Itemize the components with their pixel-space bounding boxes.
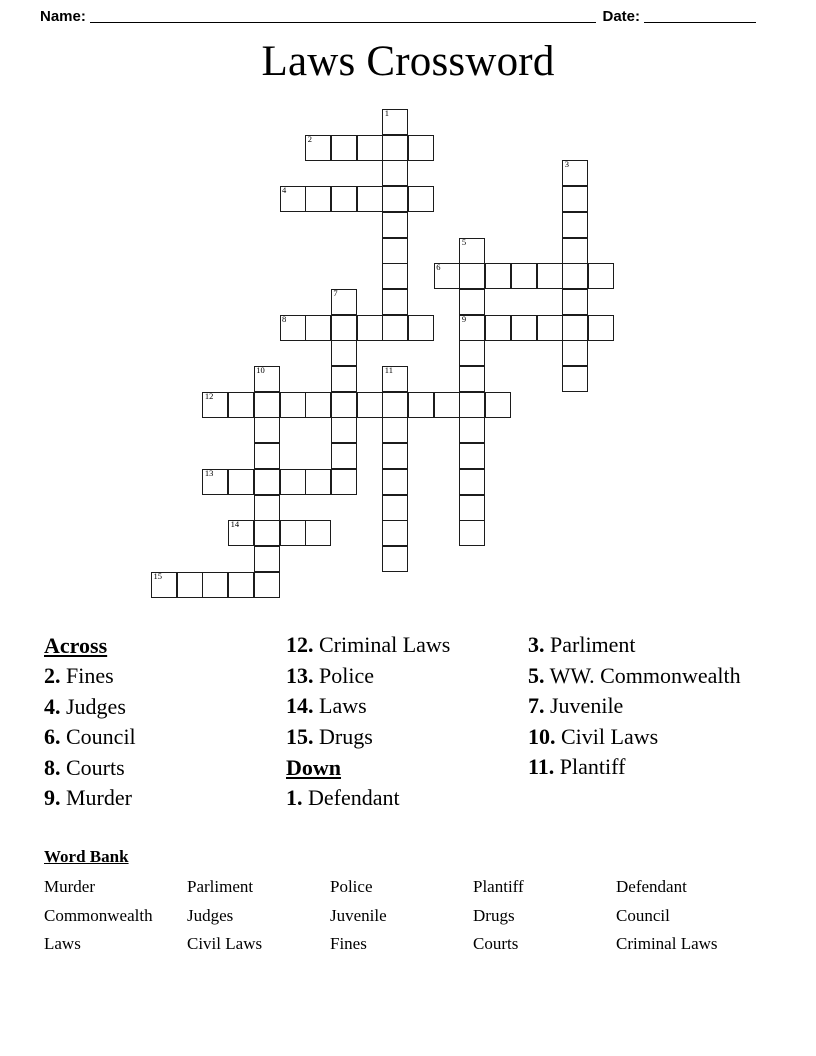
grid-cell[interactable]	[408, 135, 434, 161]
grid-cell[interactable]	[459, 469, 485, 495]
clue-text: Council	[60, 724, 136, 749]
grid-cell[interactable]	[254, 392, 280, 418]
clue-text: Courts	[60, 754, 125, 780]
grid-cell[interactable]	[562, 315, 588, 341]
word-bank-word: Civil Laws	[187, 934, 263, 953]
clue-number: 11.	[528, 754, 555, 779]
clue-item	[44, 722, 274, 753]
grid-cell[interactable]	[254, 546, 280, 572]
grid-cell[interactable]	[151, 572, 177, 598]
grid-cell[interactable]	[228, 469, 254, 495]
word-bank-word: Fines	[330, 934, 367, 953]
grid-cell[interactable]	[459, 392, 485, 418]
grid-cell[interactable]	[280, 469, 306, 495]
cell-number: 8	[282, 313, 287, 324]
grid-cell[interactable]	[562, 238, 588, 264]
grid-cell[interactable]	[254, 366, 280, 392]
clue-item	[528, 691, 778, 722]
cell-number: 4	[282, 185, 287, 196]
word-bank-word: Defendant	[616, 877, 687, 896]
clue-item	[286, 722, 516, 753]
grid-cell[interactable]	[459, 289, 485, 315]
word-bank-row	[44, 902, 784, 931]
grid-cell[interactable]	[357, 135, 383, 161]
grid-cell[interactable]	[357, 186, 383, 212]
grid-cell[interactable]	[382, 212, 408, 238]
clue-text: WW. Commonwealth	[544, 662, 741, 688]
grid-cell[interactable]	[228, 572, 254, 598]
grid-cell[interactable]	[254, 495, 280, 521]
grid-cell[interactable]	[459, 417, 485, 443]
grid-cell[interactable]	[537, 263, 563, 289]
grid-cell[interactable]	[280, 315, 306, 341]
clue-section-heading: Across	[44, 633, 108, 658]
grid-cell[interactable]	[331, 469, 357, 495]
cell-number: 15	[153, 570, 162, 581]
word-bank-word: Laws	[44, 934, 81, 953]
clue-item	[528, 630, 778, 661]
grid-cell[interactable]	[254, 443, 280, 469]
grid-cell[interactable]	[280, 186, 306, 212]
grid-cell[interactable]	[562, 212, 588, 238]
grid-cell[interactable]	[562, 263, 588, 289]
clue-number: 2.	[44, 663, 61, 688]
clue-number: 1.	[286, 785, 303, 810]
clue-text: Criminal Laws	[313, 632, 451, 657]
grid-cell[interactable]	[331, 186, 357, 212]
grid-cell[interactable]	[485, 315, 511, 341]
grid-cell[interactable]	[459, 366, 485, 392]
grid-cell[interactable]	[511, 263, 537, 289]
grid-cell[interactable]	[562, 186, 588, 212]
clue-number: 7.	[528, 693, 545, 718]
grid-cell[interactable]	[331, 289, 357, 315]
grid-cell[interactable]	[511, 315, 537, 341]
clue-text: Murder	[60, 785, 132, 810]
grid-cell[interactable]	[562, 289, 588, 315]
grid-cell[interactable]	[382, 186, 408, 212]
grid-cell[interactable]	[254, 572, 280, 598]
grid-cell[interactable]	[459, 520, 485, 546]
cell-number: 11	[384, 365, 393, 375]
cell-number: 14	[230, 519, 240, 530]
grid-cell[interactable]	[382, 289, 408, 315]
grid-cell[interactable]	[228, 392, 254, 418]
clue-number: 5.	[528, 662, 545, 688]
grid-cell[interactable]	[382, 443, 408, 469]
clue-item	[286, 661, 516, 692]
grid-cell[interactable]	[177, 572, 203, 598]
grid-cell[interactable]	[357, 315, 383, 341]
clue-item	[44, 692, 274, 723]
word-bank-word: Commonwealth	[44, 905, 153, 925]
word-bank-word: Police	[330, 877, 373, 896]
grid-cell[interactable]	[305, 315, 331, 341]
grid-cell[interactable]	[305, 186, 331, 212]
word-bank	[44, 845, 784, 959]
grid-cell[interactable]	[305, 469, 331, 495]
grid-cell[interactable]	[382, 546, 408, 572]
grid-cell[interactable]	[202, 572, 228, 598]
clue-number: 4.	[44, 693, 61, 719]
grid-cell[interactable]	[459, 340, 485, 366]
grid-cell[interactable]	[485, 263, 511, 289]
word-bank-word: Murder	[44, 877, 95, 896]
grid-cell[interactable]	[562, 160, 588, 186]
grid-cell[interactable]	[382, 520, 408, 546]
clue-number: 9.	[44, 785, 61, 810]
clue-item	[528, 661, 778, 692]
clue-text: Police	[313, 662, 374, 688]
grid-cell[interactable]	[382, 495, 408, 521]
cell-number: 3	[564, 159, 569, 170]
clue-item	[44, 661, 274, 692]
grid-cell[interactable]	[382, 160, 408, 186]
grid-cell[interactable]	[485, 392, 511, 418]
clue-number: 6.	[44, 724, 61, 749]
clue-number: 12.	[286, 632, 314, 657]
clue-item	[528, 752, 778, 783]
clue-number: 15.	[286, 723, 314, 749]
clue-text: Parliment	[544, 632, 636, 657]
grid-cell[interactable]	[382, 238, 408, 264]
clue-list	[44, 630, 784, 830]
word-bank-word: Council	[616, 905, 670, 925]
grid-cell[interactable]	[382, 109, 408, 135]
grid-cell[interactable]	[280, 392, 306, 418]
clue-number: 14.	[286, 693, 314, 718]
clue-item	[528, 722, 778, 753]
grid-cell[interactable]	[382, 392, 408, 418]
word-bank-word: Juvenile	[330, 905, 387, 925]
clue-number: 8.	[44, 754, 61, 780]
cell-number: 10	[256, 365, 265, 375]
grid-cell[interactable]	[382, 263, 408, 289]
grid-cell[interactable]	[434, 392, 460, 418]
grid-cell[interactable]	[459, 263, 485, 289]
clue-text: Defendant	[302, 785, 400, 810]
grid-cell[interactable]	[382, 417, 408, 443]
grid-cell[interactable]	[254, 520, 280, 546]
word-bank-row	[44, 873, 784, 902]
grid-cell[interactable]	[331, 443, 357, 469]
clue-text: Judges	[60, 693, 126, 719]
grid-cell[interactable]	[331, 135, 357, 161]
word-bank-word: Parliment	[187, 877, 254, 896]
cell-number: 5	[461, 236, 467, 247]
grid-cell[interactable]	[408, 392, 434, 418]
clue-number: 10.	[528, 723, 556, 749]
word-bank-row	[44, 930, 784, 959]
grid-cell[interactable]	[305, 520, 331, 546]
grid-cell[interactable]	[254, 469, 280, 495]
grid-cell[interactable]	[331, 315, 357, 341]
word-bank-heading: Word Bank	[44, 847, 129, 866]
grid-cell[interactable]	[331, 392, 357, 418]
grid-cell[interactable]	[434, 263, 460, 289]
grid-cell[interactable]	[382, 135, 408, 161]
cell-number: 1	[384, 108, 390, 118]
grid-cell[interactable]	[382, 366, 408, 392]
grid-cell[interactable]	[357, 392, 383, 418]
grid-cell[interactable]	[202, 469, 228, 495]
clue-item	[44, 783, 274, 814]
word-bank-word: Plantiff	[473, 877, 524, 896]
clue-item	[44, 753, 274, 784]
clue-column-3	[528, 630, 778, 783]
grid-cell[interactable]	[331, 340, 357, 366]
name-label: Name:	[40, 7, 86, 25]
grid-cell[interactable]	[382, 315, 408, 341]
grid-cell[interactable]	[331, 366, 357, 392]
clue-text: Civil Laws	[555, 723, 659, 749]
clue-item	[286, 783, 516, 814]
grid-cell[interactable]	[305, 135, 331, 161]
grid-cell[interactable]	[305, 392, 331, 418]
grid-cell[interactable]	[408, 186, 434, 212]
word-bank-word: Judges	[187, 905, 234, 925]
cell-number: 6	[436, 262, 441, 273]
grid-cell[interactable]	[331, 417, 357, 443]
clue-section-heading: Down	[286, 755, 342, 780]
cell-number: 12	[204, 390, 214, 401]
cell-number: 13	[204, 467, 214, 478]
grid-cell[interactable]	[537, 315, 563, 341]
clue-text: Plantiff	[554, 754, 626, 779]
word-bank-word: Drugs	[473, 905, 515, 925]
grid-cell[interactable]	[562, 340, 588, 366]
grid-cell[interactable]	[280, 520, 306, 546]
date-label: Date:	[602, 7, 640, 25]
word-bank-word: Criminal Laws	[616, 934, 718, 953]
word-bank-word: Courts	[473, 934, 519, 953]
grid-cell[interactable]	[459, 443, 485, 469]
grid-cell[interactable]	[202, 392, 228, 418]
word-bank-rows	[44, 873, 784, 959]
clue-item	[286, 691, 516, 722]
grid-cell[interactable]	[382, 469, 408, 495]
clue-text: Fines	[60, 663, 114, 688]
grid-cell[interactable]	[459, 495, 485, 521]
clue-item	[286, 630, 516, 661]
grid-cell[interactable]	[588, 263, 614, 289]
clue-number: 13.	[286, 662, 314, 688]
grid-cell[interactable]	[254, 417, 280, 443]
cell-number: 9	[461, 313, 467, 324]
grid-cell[interactable]	[408, 315, 434, 341]
cell-number: 2	[307, 133, 312, 144]
clue-text: Juvenile	[544, 693, 624, 718]
cell-number: 7	[333, 287, 338, 298]
clue-text: Drugs	[313, 723, 373, 749]
page-title: Laws Crossword	[261, 38, 555, 85]
grid-cell[interactable]	[459, 315, 485, 341]
clue-column-2	[286, 630, 516, 814]
clue-number: 3.	[528, 632, 545, 657]
clue-text: Laws	[313, 693, 367, 718]
grid-cell[interactable]	[588, 315, 614, 341]
clue-column-1	[44, 630, 274, 814]
grid-cell[interactable]	[228, 520, 254, 546]
grid-cell[interactable]	[459, 238, 485, 264]
grid-cell[interactable]	[562, 366, 588, 392]
